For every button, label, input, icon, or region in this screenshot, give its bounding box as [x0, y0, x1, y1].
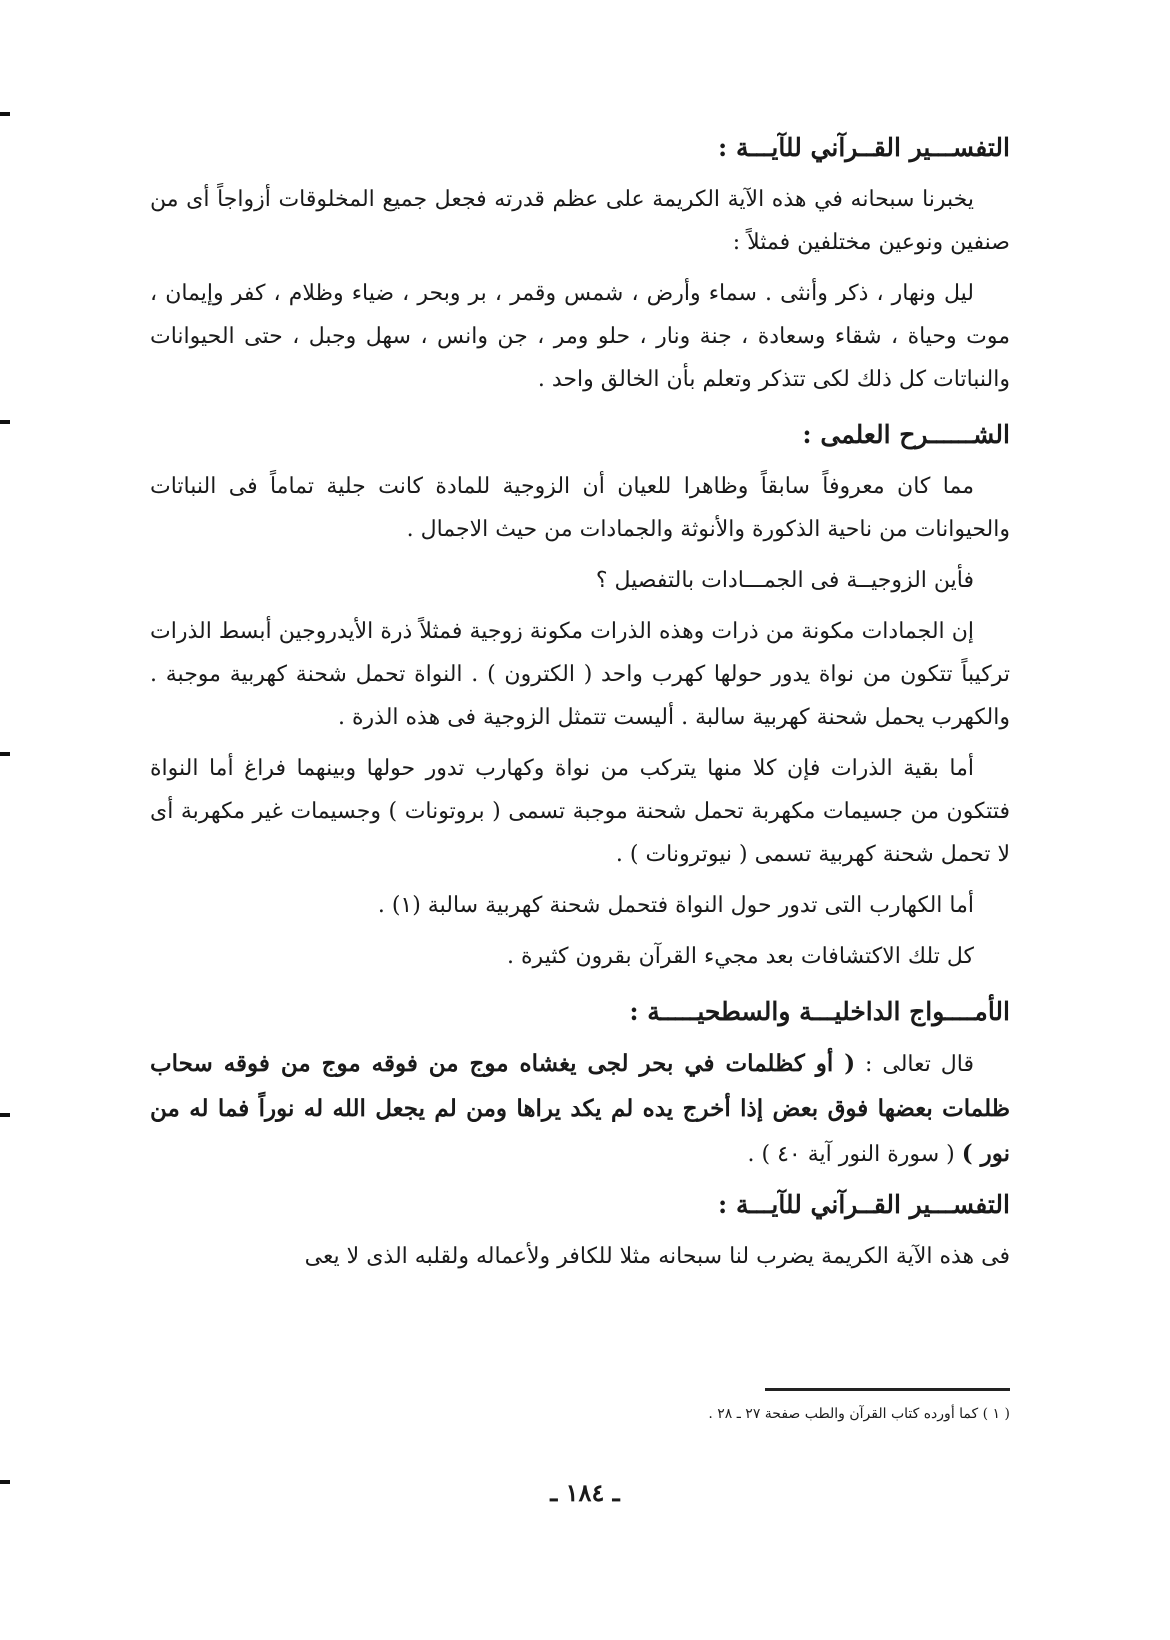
paragraph: أما الكهارب التى تدور حول النواة فتحمل شحنة كهربية سالبة (١) .: [377, 893, 974, 918]
scan-edge-mark: [0, 1113, 10, 1117]
paragraph: يخبرنا سبحانه في هذه الآية الكريمة على عظم قدرته فجعل جميع المخلوقات أزواجاً أى من صنفين ونوعين مختلفين فمثلاً :: [150, 187, 1010, 255]
scan-edge-mark: [0, 752, 10, 756]
paragraph: كل تلك الاكتشافات بعد مجيء القرآن بقرون كثيرة .: [507, 944, 974, 969]
paragraph-question: فأين الزوجيــة فى الجمـــادات بالتفصيل ؟: [595, 568, 974, 593]
scan-edge-mark: [0, 420, 10, 424]
paragraph: إن الجمادات مكونة من ذرات وهذه الذرات مكونة زوجية فمثلاً ذرة الأيدروجين أبسط الذرات تركيباً تتكون من نواة يدور حولها كهرب واحد ( الكترون ) . النواة تحمل شحنة كهربية موجبة . والكهرب يحمل شحنة كهربية سالبة . أليست تتمثل الزوجية فى هذه الذرة .: [150, 619, 1010, 730]
section-heading-quranic-interpretation-2: التفســـير القــرآني للآيـــة :: [718, 1190, 1010, 1219]
paragraph: مما كان معروفاً سابقاً وظاهرا للعيان أن الزوجية للمادة كانت جلية تماماً فى النباتات والحيوانات من ناحية الذكورة والأنوثة والجمادات من حيث الاجمال .: [150, 474, 1010, 542]
section-heading-quranic-interpretation: التفســـير القــرآني للآيـــة :: [718, 133, 1010, 162]
verse-paragraph: [150, 1042, 1010, 1177]
section-heading-scientific-explanation: الشــــــرح العلمى :: [802, 420, 1010, 449]
scan-edge-mark: [0, 112, 10, 116]
paragraph: فى هذه الآية الكريمة يضرب لنا سبحانه مثلا للكافر ولأعماله ولقلبه الذى لا يعى: [304, 1244, 1010, 1269]
verse-reference: ( سورة النور آية ٤٠ ) .: [747, 1142, 962, 1167]
quranic-verse: ( أو كظلمات في بحر لجى يغشاه موج من فوقه موج من فوقه سحاب ظلمات بعضها فوق بعض إذا أخرج يده لم يكد يراها ومن لم يجعل الله له نوراً فما له من نور ): [150, 1050, 1010, 1167]
paragraph: أما بقية الذرات فإن كلا منها يتركب من نواة وكهارب تدور حولها وبينهما فراغ أما النواة فتتكون من جسيمات مكهربة تحمل شحنة موجبة تسمى ( بروتونات ) وجسيمات غير مكهربة أى لا تحمل شحنة كهربية تسمى ( نيوترونات ) .: [150, 756, 1010, 867]
section-heading-internal-surface-waves: الأمــــواج الداخليـــة والسطحيـــــة :: [629, 997, 1010, 1026]
footnote-divider: [765, 1388, 1010, 1391]
page-content: [150, 128, 1010, 1286]
verse-intro: قال تعالى :: [855, 1052, 974, 1077]
paragraph: ليل ونهار ، ذكر وأنثى . سماء وأرض ، شمس وقمر ، بر وبحر ، ضياء وظلام ، كفر وإيمان ، موت وحياة ، شقاء وسعادة ، جنة ونار ، حلو ومر ، جن وانس ، سهل وجبل ، حتى الحيوانات والنباتات كل ذلك لكى تتذكر وتعلم بأن الخالق واحد .: [150, 281, 1010, 392]
footnote: ( ١ ) كما أورده كتاب القرآن والطب صفحة ٢٧ ـ ٢٨ .: [708, 1406, 1010, 1422]
page-number: ـ ١٨٤ ـ: [550, 1478, 620, 1507]
